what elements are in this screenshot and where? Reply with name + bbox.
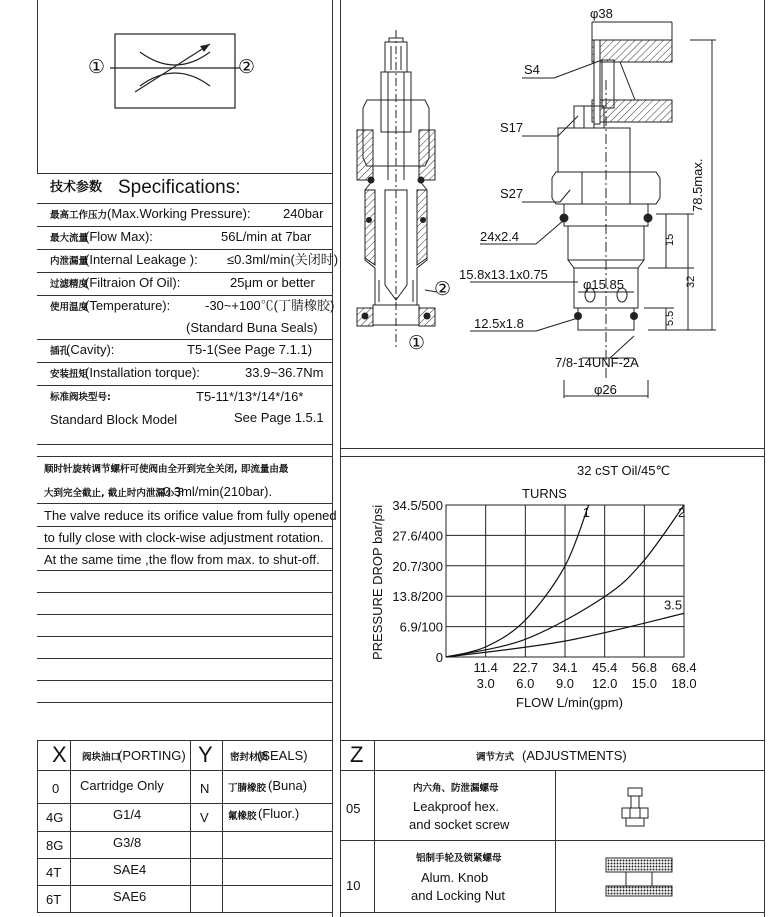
chart-x-tick-gpm: 9.0 xyxy=(555,676,575,691)
section-port-2: ② xyxy=(434,279,452,300)
chart-x-tick-gpm: 15.0 xyxy=(631,676,657,691)
chart-ylabel: PRESSURE DROP bar/psi xyxy=(370,504,385,660)
chart-y-tick: 20.7/300 xyxy=(392,558,443,574)
symbol-port-1: ① xyxy=(88,57,106,78)
dim-55: 5.5 xyxy=(664,310,676,326)
description-cn-line1: 顺时针旋转调节螺杆可使阀由全开到完全关闭, 即流量由最 xyxy=(44,464,289,475)
chart-series-label: 3.5 xyxy=(664,597,683,613)
chart-x-tick-gpm: 6.0 xyxy=(516,676,535,691)
chart-x-tick: 56.8 xyxy=(631,660,657,675)
description-en-line: The valve reduce its orifice value from fully opened xyxy=(44,508,337,523)
chart-subtitle: TURNS xyxy=(522,486,567,501)
dim-len: 78.5max. xyxy=(690,158,705,212)
seals-title-cn: 密封材质 xyxy=(230,752,269,763)
chart-x-tick: 11.4 xyxy=(473,660,498,675)
specs-title-en: Specifications: xyxy=(118,177,241,198)
seals-y-head: Y xyxy=(198,742,213,767)
chart-y-tick: 34.5/500 xyxy=(392,498,443,513)
chart-x-tick-gpm: 12.0 xyxy=(592,676,618,691)
adjustments-z-head: Z xyxy=(350,742,364,767)
description-cn-line2-value: 0.3ml/min(210bar). xyxy=(163,484,273,499)
chart-y-tick: 0 xyxy=(435,650,443,665)
dim-s27: S27 xyxy=(500,186,524,201)
porting-title-cn: 阀块油口 xyxy=(82,752,121,763)
chart-xlabel: FLOW L/min(gpm) xyxy=(516,695,623,710)
porting-x-head: X xyxy=(52,742,67,767)
adjustments-title-cn: 调节方式 xyxy=(476,752,515,763)
chart-x-tick-gpm: 3.0 xyxy=(476,676,495,691)
hex-screw-icon xyxy=(618,786,654,830)
dim-d1585: φ15.85 xyxy=(583,277,624,292)
dim-d26: φ26 xyxy=(594,382,617,397)
dim-oring-24: 24x2.4 xyxy=(480,229,520,244)
chart-series-line xyxy=(446,505,589,657)
adjustments-title-en: (ADJUSTMENTS) xyxy=(522,748,627,763)
symbol-port-2: ② xyxy=(238,57,256,78)
chart-series-label: 1 xyxy=(582,505,590,520)
dim-oring-125: 12.5x1.8 xyxy=(474,316,524,331)
chart-y-tick: 6.9/100 xyxy=(399,619,443,635)
seals-title-en: (SEALS) xyxy=(257,748,308,763)
dim-s4: S4 xyxy=(524,62,540,77)
chart-x-tick: 68.4 xyxy=(671,660,697,675)
chart-x-tick: 45.4 xyxy=(592,660,618,675)
dim-s17: S17 xyxy=(500,120,524,135)
chart-x-tick-gpm: 18.0 xyxy=(671,676,697,691)
dim-oring-158: 15.8x13.1x0.75 xyxy=(459,267,548,282)
knob-icon xyxy=(604,856,676,902)
porting-title-en: (PORTING) xyxy=(118,748,186,763)
chart-y-tick: 13.8/200 xyxy=(392,589,443,605)
chart-x-tick: 34.1 xyxy=(552,660,578,675)
chart-x-tick: 22.7 xyxy=(512,660,538,675)
chart-y-tick: 27.6/400 xyxy=(392,528,443,544)
dim-thread: 7/8-14UNF-2A xyxy=(555,355,639,370)
description-en-line: to fully close with clock-wise adjustment rotation. xyxy=(44,530,324,545)
dim-15: 15 xyxy=(664,233,676,246)
chart-series-label: 2 xyxy=(678,505,686,520)
description-cn-line2: 大到完全截止, 截止时内泄漏小于 xyxy=(44,488,184,499)
chart-title: 32 cST Oil/45℃ xyxy=(577,463,671,478)
dim-32: 32 xyxy=(685,275,697,288)
section-port-1: ① xyxy=(408,333,426,354)
specs-title-cn: 技术参数 xyxy=(50,180,103,195)
dim-d38: φ38 xyxy=(590,6,613,21)
description-en-line: At the same time ,the flow from max. to shut-off. xyxy=(44,552,320,567)
